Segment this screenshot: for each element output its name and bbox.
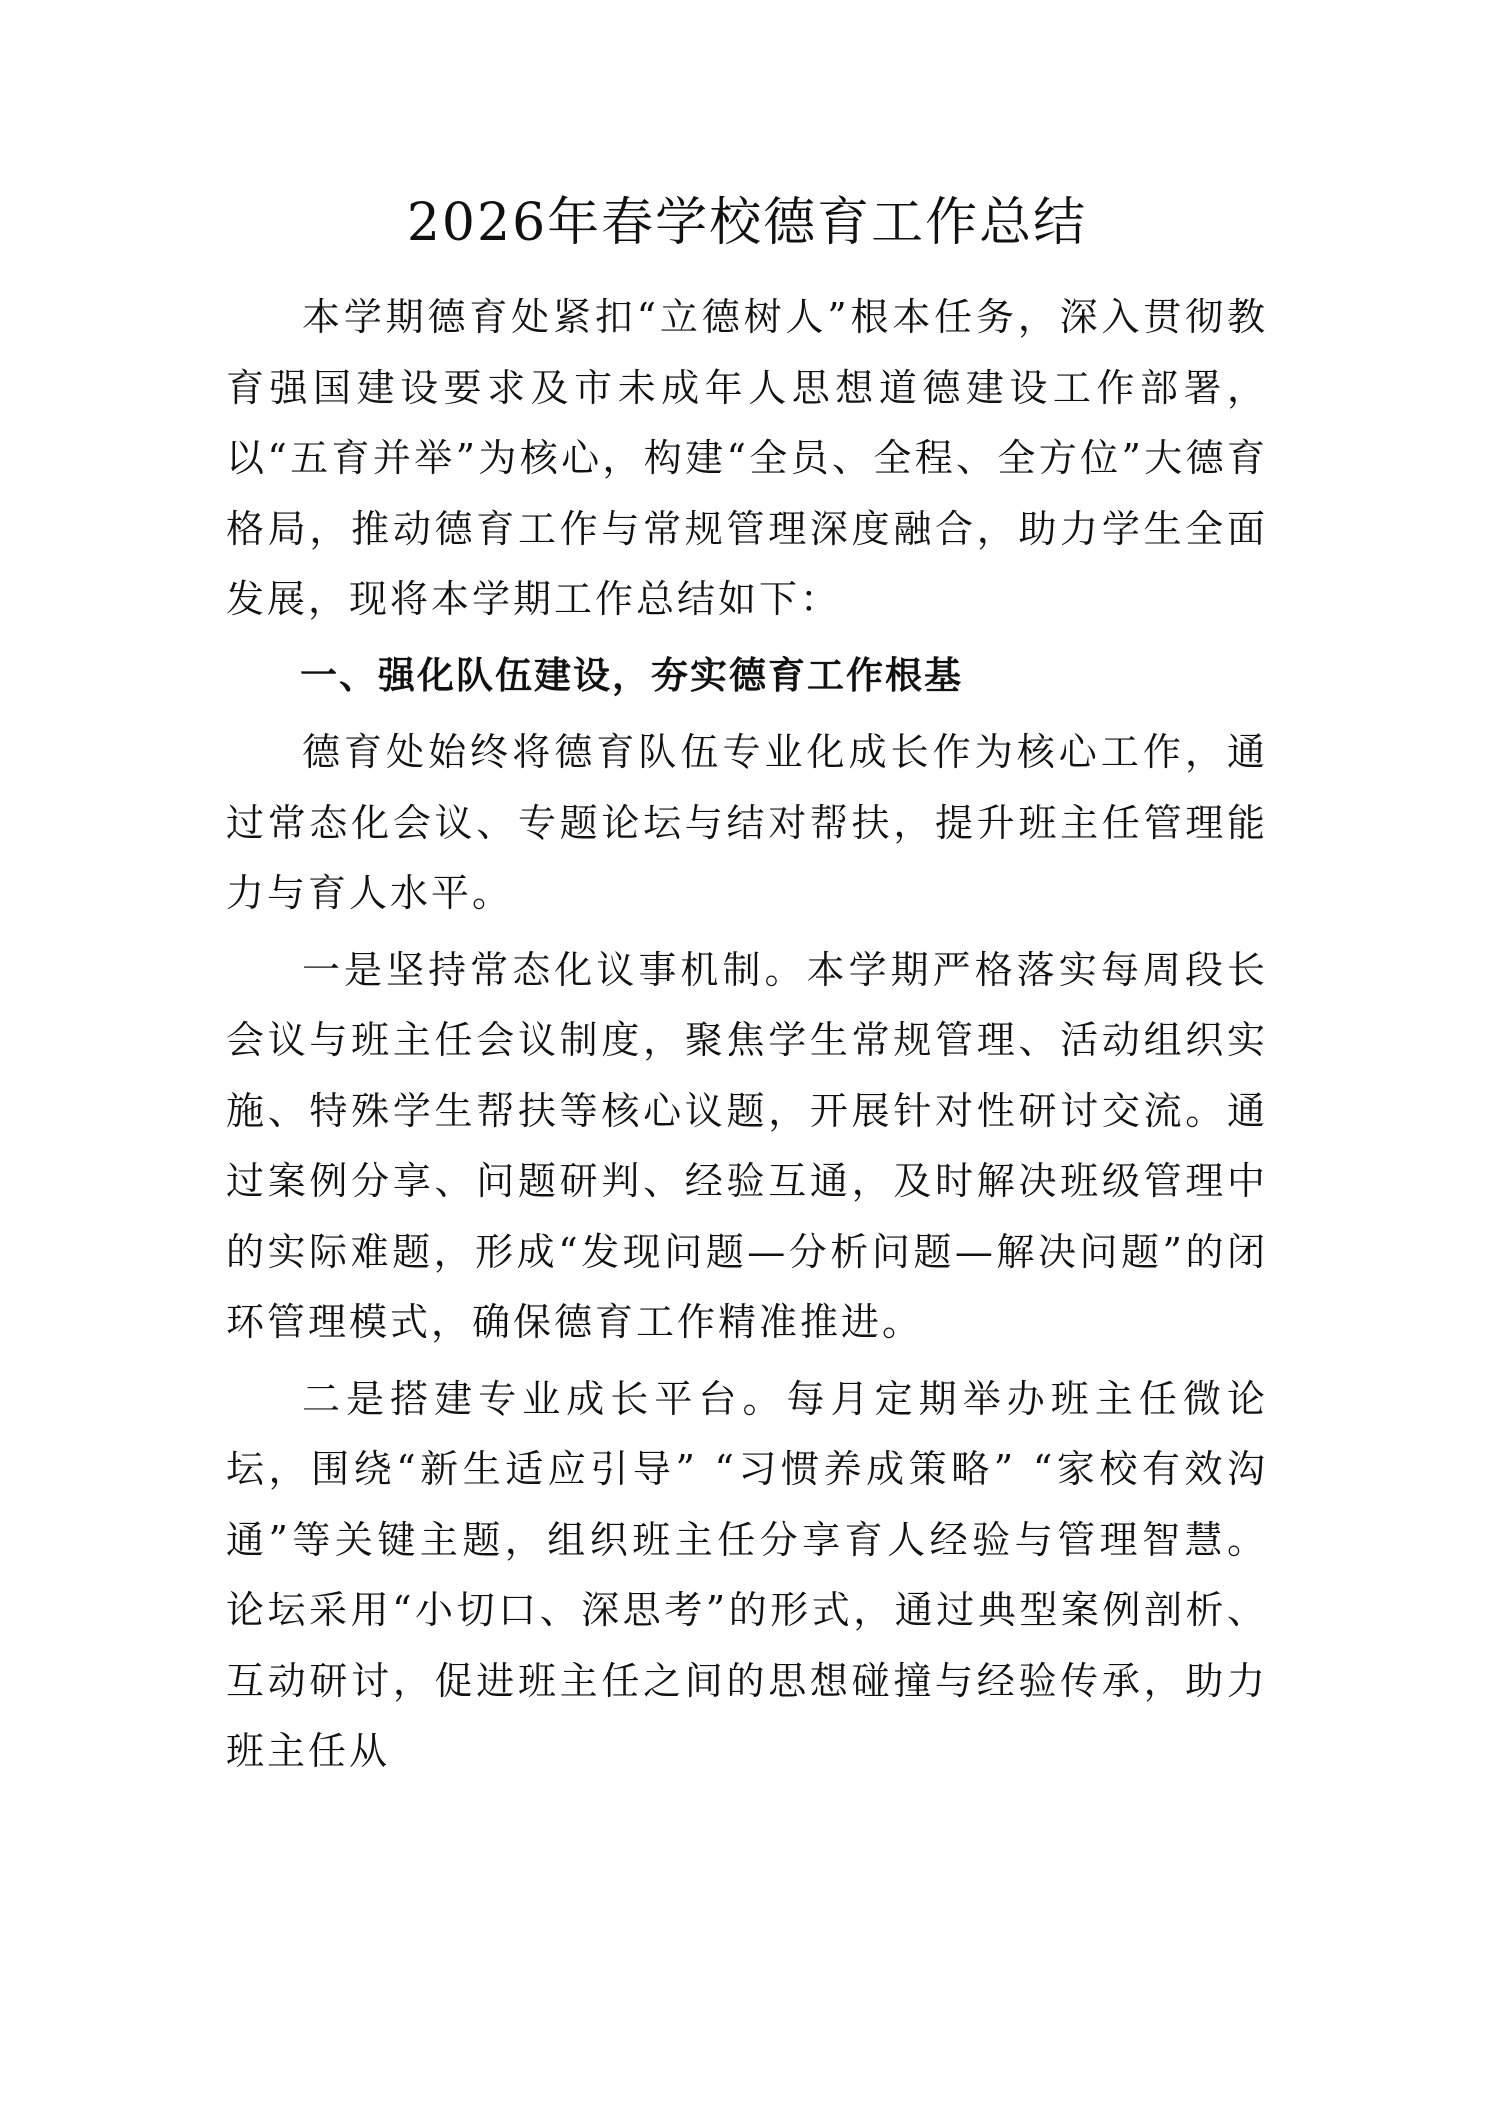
section-1-paragraph-3: 二是搭建专业成长平台。每月定期举办班主任微论坛，围绕“新生适应引导” “习惯养成策略” “家校有效沟通”等关键主题，组织班主任分享育人经验与管理智慧。论坛采用“小切口、深思考”的形式，通过典型案例剖析、互动研讨，促进班主任之间的思想碰撞与经验传承，助力班主任从	[226, 1376, 1268, 1773]
section-heading-1: 一、强化队伍建设，夯实德育工作根基	[300, 653, 963, 697]
document-title: 2026年春学校德育工作总结	[406, 193, 1088, 253]
document-body	[226, 188, 1268, 1793]
section-1-paragraph-2: 一是坚持常态化议事机制。本学期严格落实每周段长会议与班主任会议制度，聚焦学生常规管理、活动组织实施、特殊学生帮扶等核心议题，开展针对性研讨交流。通过案例分享、问题研判、经验互通，及时解决班级管理中的实际难题，形成“发现问题—分析问题—解决问题”的闭环管理模式，确保德育工作精准推进。	[226, 947, 1268, 1344]
section-1-paragraph-1: 德育处始终将德育队伍专业化成长作为核心工作，通过常态化会议、专题论坛与结对帮扶，提升班主任管理能力与育人水平。	[226, 730, 1268, 915]
intro-paragraph: 本学期德育处紧扣“立德树人”根本任务，深入贯彻教育强国建设要求及市未成年人思想道德建设工作部署，以“五育并举”为核心，构建“全员、全程、全方位”大德育格局，推动德育工作与常规管理深度融合，助力学生全面发展，现将本学期工作总结如下：	[226, 295, 1268, 621]
